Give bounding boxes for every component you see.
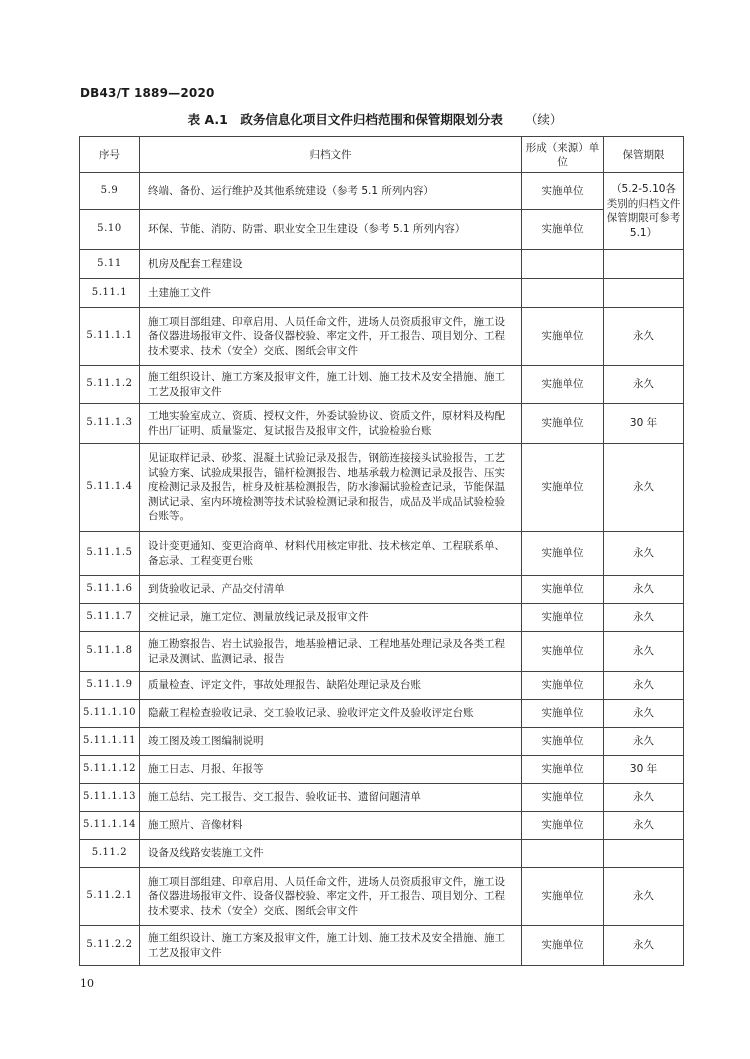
row-description: 施工照片、音像材料	[140, 812, 522, 840]
retention-note: （5.2-5.10各类别的归档文件保管期限可参考5.1）	[604, 173, 684, 250]
row-source	[522, 250, 604, 279]
row-retention: 永久	[604, 700, 684, 728]
row-description: 设备及线路安装施工文件	[140, 840, 522, 868]
table-row	[80, 672, 684, 700]
archive-table	[79, 136, 684, 966]
row-source: 实施单位	[522, 868, 604, 926]
row-retention: 永久	[604, 926, 684, 966]
row-number: 5.11.2.2	[80, 926, 140, 966]
row-number: 5.10	[80, 210, 140, 250]
row-description: 施工组织设计、施工方案及报审文件，施工计划、施工技术及安全措施、施工工艺及报审文件	[140, 926, 522, 966]
table-row	[80, 250, 684, 279]
row-description: 施工组织设计、施工方案及报审文件，施工计划、施工技术及安全措施、施工工艺及报审文件	[140, 366, 522, 404]
page-number: 10	[80, 977, 94, 990]
row-source: 实施单位	[522, 728, 604, 756]
table-row	[80, 576, 684, 604]
row-source: 实施单位	[522, 308, 604, 366]
row-source: 实施单位	[522, 756, 604, 784]
table-row	[80, 366, 684, 404]
row-source: 实施单位	[522, 404, 604, 444]
header-retention: 保管期限	[604, 137, 684, 173]
table-row	[80, 700, 684, 728]
row-retention: 永久	[604, 632, 684, 672]
row-description: 隐蔽工程检查验收记录、交工验收记录、验收评定文件及验收评定台账	[140, 700, 522, 728]
row-description: 施工项目部组建、印章启用、人员任命文件，进场人员资质报审文件，施工设备仪器进场报审文件、设备仪器校验、率定文件，开工报告、项目划分、工程技术要求、技术（安全）交底、图纸会审文件	[140, 868, 522, 926]
row-source: 实施单位	[522, 532, 604, 576]
archive-table-wrapper	[79, 136, 683, 966]
row-number: 5.11.1.2	[80, 366, 140, 404]
row-number: 5.11.1.5	[80, 532, 140, 576]
table-row	[80, 728, 684, 756]
row-number: 5.11.1.13	[80, 784, 140, 812]
row-number: 5.9	[80, 173, 140, 210]
row-description: 施工日志、月报、年报等	[140, 756, 522, 784]
row-source: 实施单位	[522, 173, 604, 210]
table-row	[80, 926, 684, 966]
table-row	[80, 632, 684, 672]
row-retention: 永久	[604, 366, 684, 404]
row-source: 实施单位	[522, 604, 604, 632]
row-number: 5.11.1.6	[80, 576, 140, 604]
row-retention: 永久	[604, 784, 684, 812]
standard-code: DB43/T 1889—2020	[80, 86, 215, 100]
row-description: 土建施工文件	[140, 279, 522, 308]
row-number: 5.11.1	[80, 279, 140, 308]
row-number: 5.11	[80, 250, 140, 279]
row-source: 实施单位	[522, 632, 604, 672]
row-source: 实施单位	[522, 926, 604, 966]
row-number: 5.11.1.14	[80, 812, 140, 840]
row-retention: 永久	[604, 308, 684, 366]
table-row	[80, 756, 684, 784]
row-description: 机房及配套工程建设	[140, 250, 522, 279]
table-title-continued: （续）	[524, 112, 563, 127]
row-description: 施工项目部组建、印章启用、人员任命文件，进场人员资质报审文件，施工设备仪器进场报审文件、设备仪器校验、率定文件，开工报告、项目划分、工程技术要求、技术（安全）交底、图纸会审文件	[140, 308, 522, 366]
table-row	[80, 444, 684, 532]
header-source: 形成（来源）单位	[522, 137, 604, 173]
row-number: 5.11.2	[80, 840, 140, 868]
row-number: 5.11.1.8	[80, 632, 140, 672]
row-retention: 永久	[604, 672, 684, 700]
table-header-row	[80, 137, 684, 173]
table-row	[80, 173, 684, 210]
table-row	[80, 812, 684, 840]
table-row	[80, 840, 684, 868]
row-retention: 30 年	[604, 756, 684, 784]
row-source: 实施单位	[522, 784, 604, 812]
row-retention	[604, 250, 684, 279]
row-number: 5.11.1.10	[80, 700, 140, 728]
table-row	[80, 604, 684, 632]
row-description: 见证取样记录、砂浆、混凝土试验记录及报告，钢筋连接接头试验报告，工艺试验方案、试验成果报告，锚杆检测报告、地基承载力检测记录及报告、压实度检测记录及报告，桩身及桩基检测报告，防水渗漏试验检查记录，节能保温测试记录、室内环境检测等技术试验检测记录和报告，成品及半成品试验检验台账等。	[140, 444, 522, 532]
row-number: 5.11.1.7	[80, 604, 140, 632]
row-number: 5.11.2.1	[80, 868, 140, 926]
table-row	[80, 532, 684, 576]
row-retention: 永久	[604, 812, 684, 840]
row-description: 质量检查、评定文件，事故处理报告、缺陷处理记录及台账	[140, 672, 522, 700]
table-row	[80, 784, 684, 812]
table-row	[80, 210, 684, 250]
row-source: 实施单位	[522, 812, 604, 840]
row-number: 5.11.1.9	[80, 672, 140, 700]
row-description: 终端、备份、运行维护及其他系统建设（参考 5.1 所列内容）	[140, 173, 522, 210]
table-row	[80, 308, 684, 366]
row-source: 实施单位	[522, 576, 604, 604]
row-description: 环保、节能、消防、防雷、职业安全卫生建设（参考 5.1 所列内容）	[140, 210, 522, 250]
row-description: 交桩记录，施工定位、测量放线记录及报审文件	[140, 604, 522, 632]
table-title-main: 表 A.1 政务信息化项目文件归档范围和保管期限划分表	[187, 112, 503, 127]
row-retention: 永久	[604, 444, 684, 532]
row-source	[522, 840, 604, 868]
row-description: 工地实验室成立、资质、授权文件，外委试验协议、资质文件，原材料及构配件出厂证明、质量鉴定、复试报告及报审文件，试验检验台账	[140, 404, 522, 444]
table-row	[80, 279, 684, 308]
row-description: 到货验收记录、产品交付清单	[140, 576, 522, 604]
row-retention: 永久	[604, 868, 684, 926]
row-retention: 永久	[604, 576, 684, 604]
row-number: 5.11.1.1	[80, 308, 140, 366]
row-source: 实施单位	[522, 672, 604, 700]
row-source: 实施单位	[522, 444, 604, 532]
table-title	[0, 110, 750, 128]
table-row	[80, 404, 684, 444]
row-description: 竣工图及竣工图编制说明	[140, 728, 522, 756]
table-row	[80, 868, 684, 926]
row-retention: 永久	[604, 532, 684, 576]
row-description: 施工总结、完工报告、交工报告、验收证书、遗留问题清单	[140, 784, 522, 812]
row-source: 实施单位	[522, 366, 604, 404]
row-description: 设计变更通知、变更洽商单、材料代用核定审批、技术核定单、工程联系单、备忘录、工程变更台账	[140, 532, 522, 576]
row-number: 5.11.1.12	[80, 756, 140, 784]
row-number: 5.11.1.11	[80, 728, 140, 756]
row-retention	[604, 279, 684, 308]
row-source	[522, 279, 604, 308]
row-retention: 30 年	[604, 404, 684, 444]
row-source: 实施单位	[522, 210, 604, 250]
row-number: 5.11.1.4	[80, 444, 140, 532]
row-retention: 永久	[604, 728, 684, 756]
row-retention	[604, 840, 684, 868]
row-retention: 永久	[604, 604, 684, 632]
row-description: 施工勘察报告、岩土试验报告，地基验槽记录、工程地基处理记录及各类工程记录及测试、监测记录、报告	[140, 632, 522, 672]
header-file: 归档文件	[140, 137, 522, 173]
row-number: 5.11.1.3	[80, 404, 140, 444]
header-index: 序号	[80, 137, 140, 173]
row-source: 实施单位	[522, 700, 604, 728]
